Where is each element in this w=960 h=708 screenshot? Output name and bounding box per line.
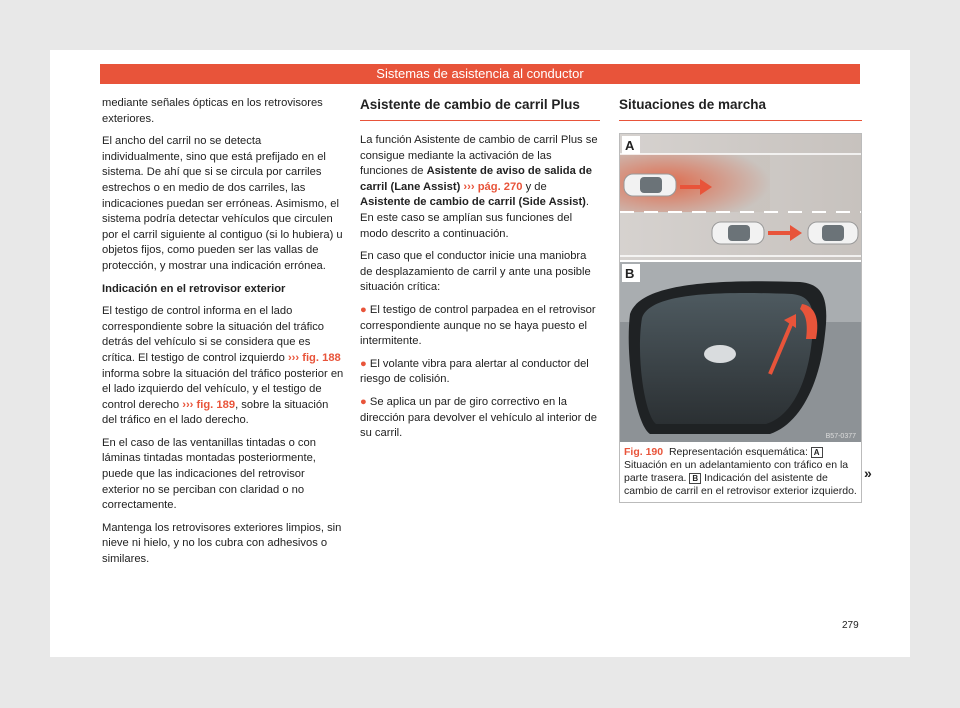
section-heading: Asistente de cambio de carril Plus (360, 96, 600, 121)
figure-label: Fig. 190 (624, 446, 664, 458)
text: informa sobre la situación del tráfico posterior en el lado izquierdo del vehículo, y el testigo de control derecho (102, 367, 344, 411)
text: La función Asistente de cambio de carril Plus se consigue mediante la activación de las funciones de (360, 134, 598, 178)
bullet-icon: ● (360, 303, 370, 316)
bullet-item (360, 303, 600, 350)
column-1 (102, 96, 345, 575)
term: Asistente de aviso de salida de carril (Lane Assist) (360, 165, 592, 193)
figure-code: B57-0377 (825, 433, 856, 440)
column-2 (360, 96, 600, 449)
paragraph: El ancho del carril no se detecta individualmente, sino que está prefijado en el sistema. De ahí que si se circula por carriles estrechos o en medio de dos carriles, las indicaciones puedan ser erróneas. Asimismo, el sistema podría detectar vehículos que circulen por el carril siguiente al contiguo (si lo hubiera) u objetos fijos, como pueden ser las vallas de protección, y mostrar una indicación errónea. (102, 135, 343, 272)
paragraph (360, 133, 600, 242)
panel-a-label: A (625, 138, 635, 153)
caption-text: Indicación del asistente de cambio de carril en el retrovisor exterior izquierdo. (624, 472, 857, 497)
caption-text: Situación en un adelantamiento con tráfico en la parte trasera. (624, 459, 849, 484)
paragraph: mediante señales ópticas en los retrovisores exteriores. (102, 97, 323, 125)
page-270-link[interactable]: ››› pág. 270 (460, 180, 523, 193)
text: . En este caso se amplían sus funciones del modo descrito a continuación. (360, 196, 590, 240)
figure-illustration (620, 134, 861, 442)
page-number: 279 (842, 620, 859, 631)
paragraph: Mantenga los retrovisores exteriores limpios, sin nieve ni hielo, y no los cubra con adhesivos o similares. (102, 521, 342, 566)
bullet-text: El volante vibra para alertar al conductor del riesgo de colisión. (360, 357, 589, 386)
key-b-badge: B (689, 473, 701, 484)
bullet-icon: ● (360, 357, 370, 370)
paragraph (102, 304, 345, 429)
caption-text: Representación esquemática: (668, 446, 811, 458)
figure-190 (619, 133, 862, 503)
bullet-text: Se aplica un par de giro correctivo en la dirección para devolver el vehículo al interior de su carril. (360, 395, 597, 440)
car-right-icon (808, 222, 858, 244)
section-header: Sistemas de asistencia al conductor (100, 64, 860, 84)
text: , sobre la situación del tráfico en el lado derecho. (102, 398, 329, 427)
bullet-icon: ● (360, 395, 370, 408)
continue-icon: » (864, 465, 872, 481)
bullet-text: El testigo de control parpadea en el retrovisor correspondiente aunque no se haya puesto el intermitente. (360, 303, 596, 348)
column-3 (619, 96, 862, 503)
fig-189-link[interactable]: ››› fig. 189 (182, 398, 236, 411)
bullet-item (360, 357, 600, 388)
fig-188-link[interactable]: ››› fig. 188 (287, 351, 341, 364)
car-middle-icon (712, 222, 764, 244)
paragraph: En caso que el conductor inicie una maniobra de desplazamiento de carril y ante una posible situación crítica: (360, 250, 591, 294)
subheading: Indicación en el retrovisor exterior (102, 282, 286, 295)
key-a-badge: A (811, 447, 823, 458)
figure-caption (620, 442, 861, 498)
text: y de (522, 180, 547, 193)
text: El testigo de control informa en el lado correspondiente sobre la situación del tráfico detrás del vehículo si se considera que es crítica. El testigo de control izquierdo (102, 305, 325, 364)
car-in-mirror-icon (704, 345, 736, 363)
bullet-item (360, 395, 600, 442)
figure-svg (620, 134, 861, 442)
car-left-icon (624, 174, 676, 196)
term: Asistente de cambio de carril (Side Assist) (360, 196, 586, 209)
panel-b-label: B (625, 266, 635, 281)
section-heading: Situaciones de marcha (619, 96, 862, 121)
paragraph: En el caso de las ventanillas tintadas o con láminas tintadas montadas posteriormente, puede que las indicaciones del retrovisor exterior no se perciban con claridad o no correctamente. (102, 436, 316, 512)
